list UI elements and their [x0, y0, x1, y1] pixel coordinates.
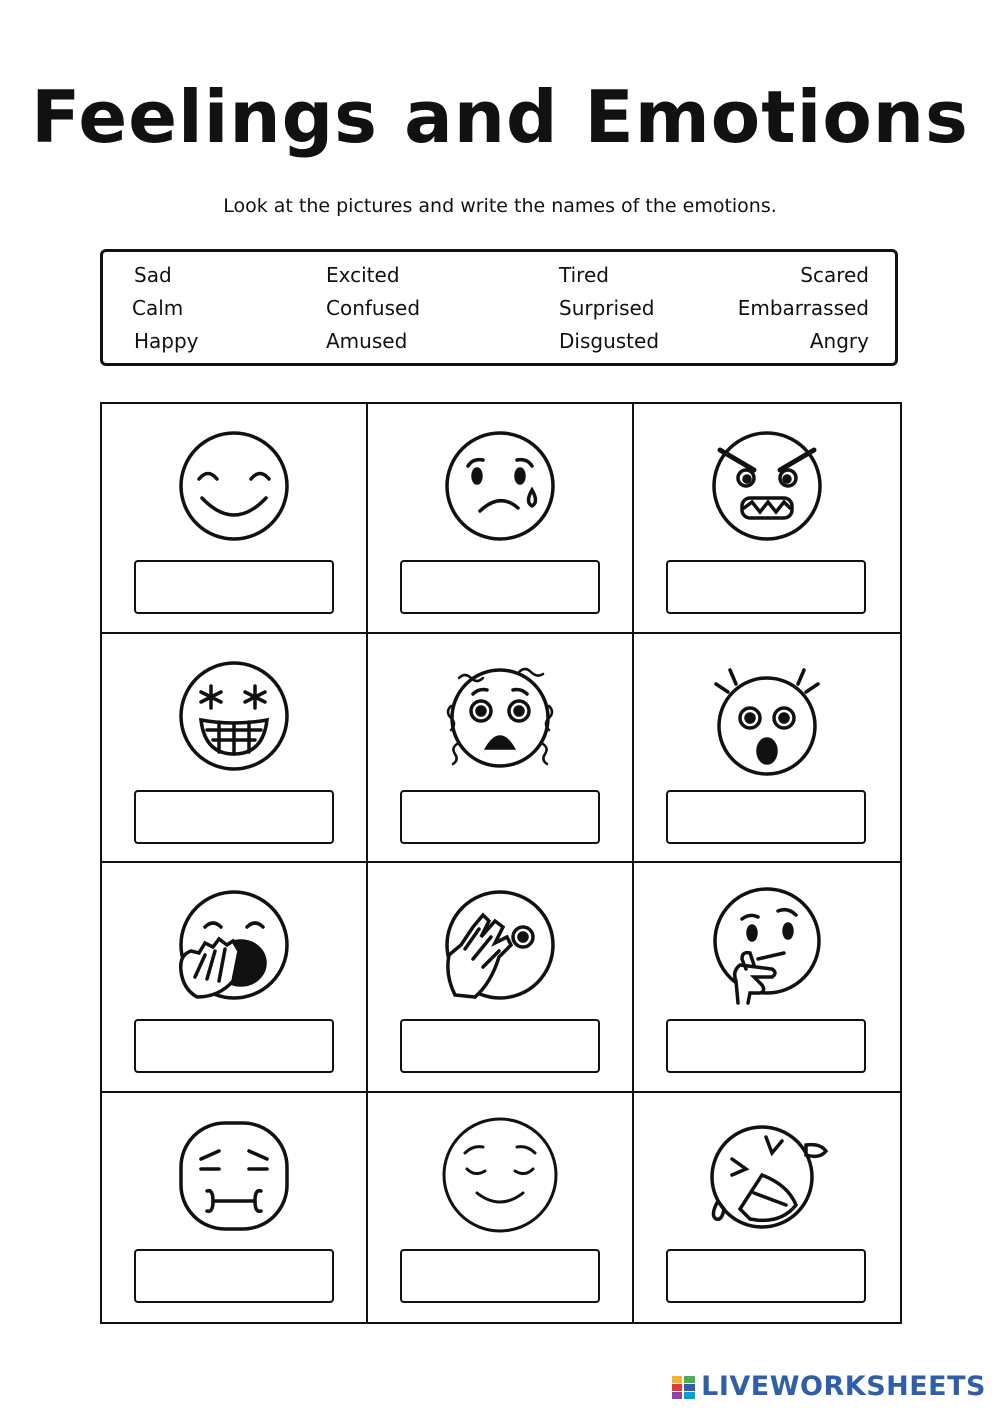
page-title: Feelings and Emotions [31, 75, 969, 159]
laughing-amused-face-icon [702, 1115, 832, 1245]
word-bank-item: Calm [132, 296, 184, 320]
word-bank-item: Sad [134, 263, 172, 287]
answer-box[interactable] [666, 1249, 866, 1303]
scared-trembling-face-icon [435, 656, 565, 786]
word-bank-item: Amused [326, 329, 408, 353]
emotion-cell [368, 634, 634, 864]
word-bank-item: Tired [559, 263, 609, 287]
emotion-cell [634, 863, 900, 1093]
word-bank-item: Excited [326, 263, 400, 287]
surprised-face-icon [702, 656, 832, 786]
emotion-cell [634, 404, 900, 634]
answer-box[interactable] [134, 1249, 334, 1303]
word-bank-item: Angry [809, 329, 869, 353]
smiling-face-icon [169, 426, 299, 556]
emotion-cell [634, 1093, 900, 1323]
emotion-cell [102, 1093, 368, 1323]
instruction-text: Look at the pictures and write the names of the emotions. [223, 195, 777, 217]
answer-box[interactable] [666, 560, 866, 614]
word-bank-item: Confused [326, 296, 421, 320]
word-bank-item: Surprised [559, 296, 655, 320]
liveworksheets-logo-icon [671, 1374, 697, 1400]
emotion-cell [368, 1093, 634, 1323]
emotion-cell [102, 634, 368, 864]
answer-box[interactable] [400, 560, 600, 614]
brand-name: LIVEWORKSHEETS [701, 1371, 986, 1402]
emotion-grid [100, 402, 902, 1324]
emotion-cell [102, 404, 368, 634]
answer-box[interactable] [134, 560, 334, 614]
word-bank [100, 249, 898, 366]
calm-relieved-face-icon [435, 1115, 565, 1245]
answer-box[interactable] [400, 1249, 600, 1303]
sad-crying-face-icon [435, 426, 565, 556]
word-bank-item: Embarrassed [737, 296, 869, 320]
emotion-cell [634, 634, 900, 864]
liveworksheets-brand[interactable] [671, 1371, 986, 1402]
yawning-tired-face-icon [169, 885, 299, 1015]
thinking-confused-face-icon [702, 885, 832, 1015]
answer-box[interactable] [400, 790, 600, 844]
word-bank-item: Happy [134, 329, 199, 353]
emotion-cell [102, 863, 368, 1093]
answer-box[interactable] [666, 1019, 866, 1073]
embarrassed-facepalm-face-icon [435, 885, 565, 1015]
word-bank-item: Disgusted [559, 329, 660, 353]
answer-box[interactable] [400, 1019, 600, 1073]
answer-box[interactable] [666, 790, 866, 844]
excited-star-eyes-face-icon [169, 656, 299, 786]
word-bank-item: Scared [800, 263, 869, 287]
emotion-cell [368, 404, 634, 634]
disgusted-face-icon [169, 1115, 299, 1245]
answer-box[interactable] [134, 790, 334, 844]
answer-box[interactable] [134, 1019, 334, 1073]
emotion-cell [368, 863, 634, 1093]
angry-face-icon [702, 426, 832, 556]
